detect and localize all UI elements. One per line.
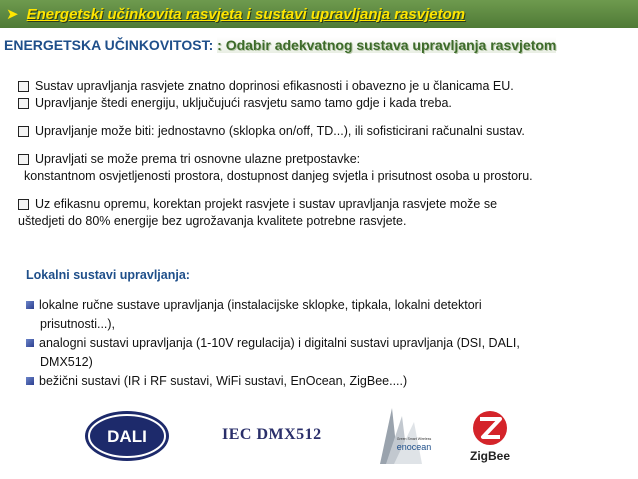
list-item-text: analogni sustavi upravljanja (1-10V regulacija) i digitalni sustavi upravljanja (DSI, DALI, [39, 336, 520, 350]
list-item [18, 196, 630, 213]
checkbox-bullet-icon [18, 154, 29, 165]
checkbox-bullet-icon [18, 81, 29, 92]
list-item-text: Upravljanje štedi energiju, uključujući rasvjetu samo tamo gdje i kada treba. [35, 96, 452, 110]
list-item-text: Upravljati se može prema tri osnovne ulazne pretpostavke: [35, 152, 361, 166]
logo-row [0, 400, 638, 472]
subheading [4, 37, 638, 59]
list-item [18, 123, 630, 140]
square-bullet-icon [26, 377, 34, 385]
square-bullet-icon [26, 301, 34, 309]
checkbox-bullet-icon [18, 199, 29, 210]
dali-logo [84, 410, 170, 462]
checkbox-bullet-list [18, 78, 630, 230]
list-item-continuation: konstantnom osvjetljenosti prostora, dostupnost danjeg svjetla i prisutnost osoba u prostoru. [24, 169, 533, 183]
title-bar [0, 0, 638, 28]
section-title: Lokalni sustavi upravljanja: [26, 268, 190, 282]
zigbee-logo [460, 408, 520, 466]
enocean-logo-text: enocean [396, 442, 432, 452]
list-item-text: Sustav upravljanja rasvjete znatno doprinosi efikasnosti i obavezno je u članicama EU. [35, 79, 514, 93]
checkbox-bullet-icon [18, 126, 29, 137]
list-item [26, 372, 606, 391]
list-item-text: lokalne ručne sustave upravljanja (instalacijske sklopke, tipkala, lokalni detektori [39, 298, 482, 312]
square-bullet-list [26, 296, 606, 391]
list-item-text: bežični sustavi (IR i RF sustavi, WiFi sustavi, EnOcean, ZigBee....) [39, 374, 408, 388]
list-item [26, 334, 606, 353]
list-item-continuation: prisutnosti...), [40, 317, 116, 331]
square-bullet-icon [26, 339, 34, 347]
list-item [18, 95, 630, 112]
list-item-continuation: uštedjeti do 80% energije bez ugrožavanja kvalitete potrebne rasvjete. [18, 214, 407, 228]
dali-logo-text: DALI [107, 427, 147, 446]
subheading-prefix: ENERGETSKA UČINKOVITOST: [4, 37, 218, 53]
list-item [18, 78, 630, 95]
arrow-bullet-icon: ➤ [6, 5, 19, 23]
list-item-continuation: DMX512) [40, 355, 93, 369]
iec-dmx512-logo: IEC DMX512 [222, 426, 322, 443]
checkbox-bullet-icon [18, 98, 29, 109]
slide-title: Energetski učinkovita rasvjeta i sustavi upravljanja rasvjetom [26, 5, 466, 23]
list-item-text: Uz efikasnu opremu, korektan projekt rasvjete i sustav upravljanja rasvjete može se [35, 197, 498, 211]
list-item-text: Upravljanje može biti: jednostavno (sklopka on/off, TD...), ili sofisticirani računalni sustav. [35, 124, 525, 138]
subheading-highlight: : Odabir adekvatnog sustava upravljanja rasvjetom [217, 37, 557, 53]
list-item [18, 151, 630, 168]
list-item [26, 296, 606, 315]
zigbee-logo-text: ZigBee [469, 449, 511, 463]
enocean-logo [378, 406, 438, 466]
enocean-tagline: Green Smart Wireless [396, 437, 432, 441]
